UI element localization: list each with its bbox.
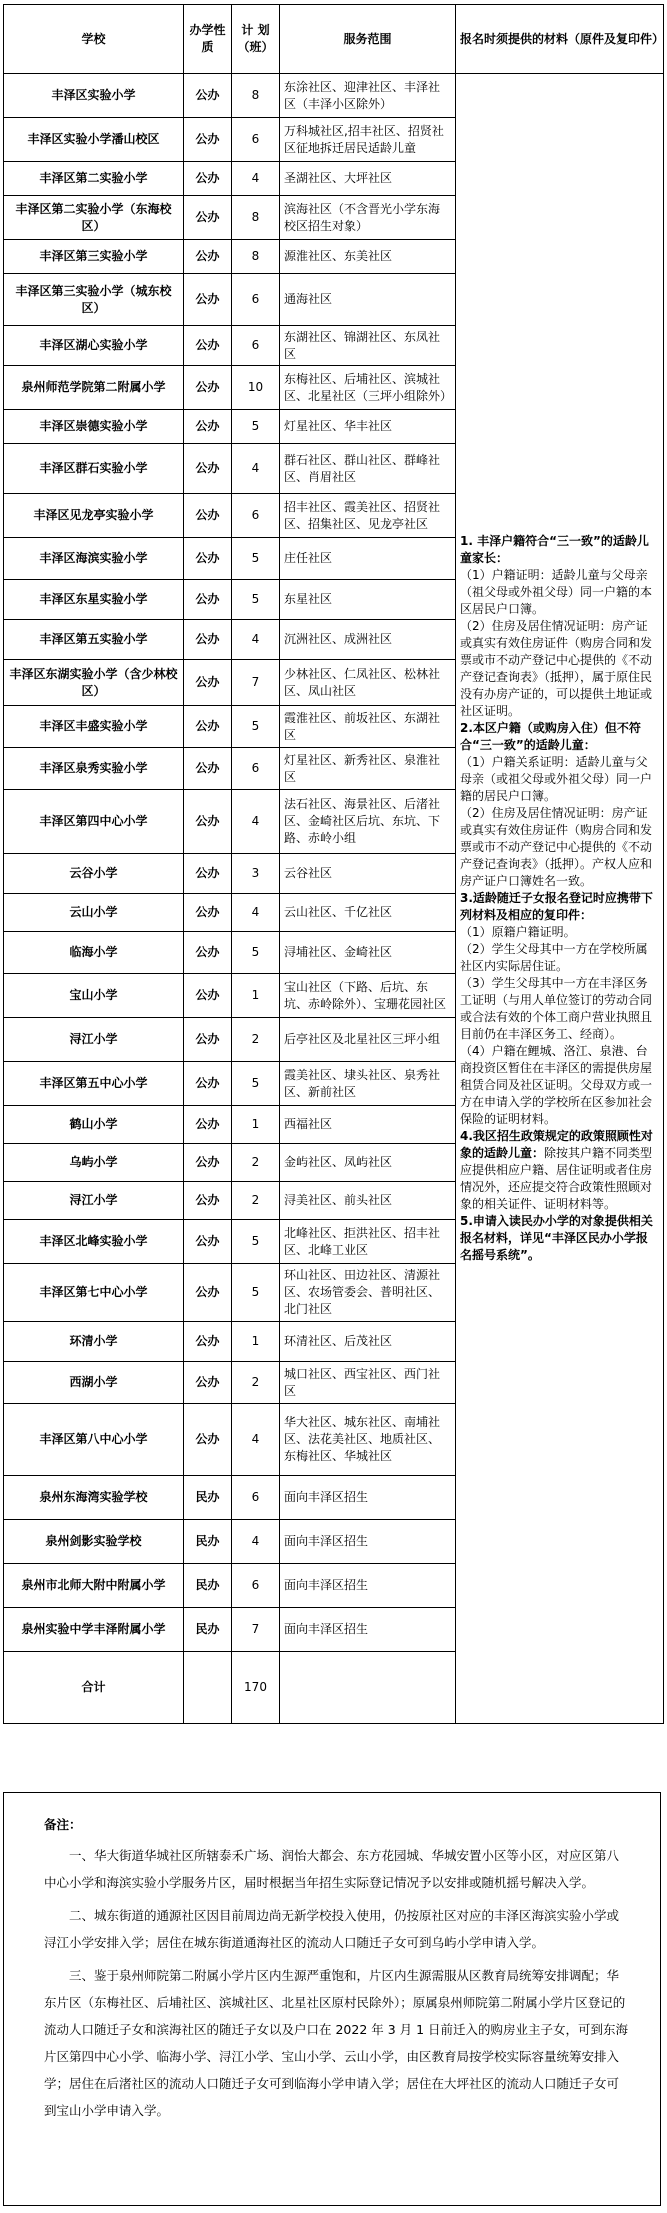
material-text: （3）学生父母其中一方在丰泽区务工证明（与用人单位签订的劳动合同或合法有效的个体工商户营业执照且目前仍在丰泽区务工、经商）。 [460, 976, 653, 1041]
school-nature: 公办 [184, 1322, 232, 1362]
class-count: 5 [232, 410, 280, 444]
school-nature: 公办 [184, 1182, 232, 1220]
service-area: 面向丰泽区招生 [280, 1608, 456, 1652]
material-text: （2）住房及居住情况证明：房产证或真实有效住房证件（购房合同和发票或市不动产登记中心提供的《不动产登记查询表》（抵押）。产权人应和房产证户口簿姓名一致。 [460, 806, 653, 888]
service-area: 少林社区、仁凤社区、松林社区、凤山社区 [280, 660, 456, 706]
service-area: 源淮社区、东美社区 [280, 240, 456, 274]
school-name: 浔江小学 [4, 1182, 184, 1220]
school-nature: 公办 [184, 790, 232, 854]
school-name: 丰泽区第七中心小学 [4, 1264, 184, 1322]
school-name: 泉州剑影实验学校 [4, 1520, 184, 1564]
school-name: 乌屿小学 [4, 1144, 184, 1182]
class-count: 5 [232, 1062, 280, 1106]
school-nature: 公办 [184, 444, 232, 494]
service-area: 法石社区、海景社区、后渚社区、金崎社区后坑、东坑、下路、赤岭小组 [280, 790, 456, 854]
class-count: 6 [232, 1564, 280, 1608]
school-nature: 公办 [184, 538, 232, 580]
school-nature: 公办 [184, 748, 232, 790]
material-item [460, 805, 659, 890]
service-area: 西福社区 [280, 1106, 456, 1144]
school-nature: 公办 [184, 580, 232, 620]
school-nature: 公办 [184, 1106, 232, 1144]
header-materials: 报名时须提供的材料（原件及复印件） [456, 5, 664, 74]
class-count: 6 [232, 274, 280, 326]
service-area: 沉洲社区、成洲社区 [280, 620, 456, 660]
service-area: 霞美社区、埭头社区、泉秀社区、新前社区 [280, 1062, 456, 1106]
class-count: 4 [232, 790, 280, 854]
enrollment-table [3, 4, 664, 1724]
header-nature: 办学性质 [184, 5, 232, 74]
note-item: 一、华大街道华城社区所辖泰禾广场、润怡大都会、东方花园城、华城安置小区等小区，对应区第八中心小学和海滨实验小学服务片区，届时根据当年招生实际登记情况予以安排或随机摇号解决入学。 [44, 1848, 620, 1890]
school-nature: 公办 [184, 366, 232, 410]
table-header-row [4, 5, 664, 74]
header-area: 服务范围 [280, 5, 456, 74]
school-name: 丰泽区第五中心小学 [4, 1062, 184, 1106]
school-name: 丰泽区泉秀实验小学 [4, 748, 184, 790]
school-nature: 公办 [184, 1362, 232, 1404]
school-nature: 公办 [184, 1018, 232, 1062]
class-count: 7 [232, 1608, 280, 1652]
school-nature: 公办 [184, 162, 232, 196]
school-nature: 公办 [184, 410, 232, 444]
material-heading: 2.本区户籍（或购房入住）但不符合“三一致”的适龄儿童： [460, 721, 641, 752]
material-item [460, 1213, 659, 1264]
school-name: 丰泽区实验小学潘山校区 [4, 118, 184, 162]
school-name: 泉州师范学院第二附属小学 [4, 366, 184, 410]
service-area: 华大社区、城东社区、南埔社区、法花美社区、地质社区、东梅社区、华城社区 [280, 1404, 456, 1476]
total-area [280, 1652, 456, 1724]
material-text: （4）户籍在鲤城、洛江、泉港、台商投资区暂住在丰泽区的需提供房屋租赁合同及社区证明。父母双方或一方在申请入学的学校所在区参加社会保险的证明材料。 [460, 1044, 653, 1126]
material-item [460, 567, 659, 618]
material-item [460, 754, 659, 805]
school-name: 丰泽区见龙亭实验小学 [4, 494, 184, 538]
class-count: 2 [232, 1018, 280, 1062]
service-area: 浔埔社区、金崎社区 [280, 932, 456, 974]
service-area: 滨海社区（不含晋光小学东海校区招生对象） [280, 196, 456, 240]
school-nature: 公办 [184, 274, 232, 326]
material-item [460, 533, 659, 567]
class-count: 6 [232, 326, 280, 366]
materials-cell [456, 74, 664, 1724]
material-item [460, 890, 659, 924]
service-area: 面向丰泽区招生 [280, 1564, 456, 1608]
class-count: 6 [232, 1476, 280, 1520]
class-count: 2 [232, 1182, 280, 1220]
school-nature: 公办 [184, 1062, 232, 1106]
school-nature: 公办 [184, 1404, 232, 1476]
material-text: （1）户籍证明：适龄儿童与父母亲（祖父母或外祖父母）同一户籍的本区居民户口簿。 [460, 568, 653, 616]
service-area: 宝山社区（下路、后坑、东坑、赤岭除外）、宝珊花园社区 [280, 974, 456, 1018]
class-count: 5 [232, 1220, 280, 1264]
school-nature: 公办 [184, 706, 232, 748]
school-name: 泉州市北师大附中附属小学 [4, 1564, 184, 1608]
school-name: 丰泽区第三实验小学 [4, 240, 184, 274]
school-name: 云山小学 [4, 894, 184, 932]
class-count: 6 [232, 748, 280, 790]
total-nature [184, 1652, 232, 1724]
school-name: 环清小学 [4, 1322, 184, 1362]
class-count: 5 [232, 706, 280, 748]
service-area: 北峰社区、拒洪社区、招丰社区、北峰工业区 [280, 1220, 456, 1264]
class-count: 6 [232, 118, 280, 162]
school-name: 泉州东海湾实验学校 [4, 1476, 184, 1520]
class-count: 4 [232, 1520, 280, 1564]
school-nature: 公办 [184, 196, 232, 240]
material-text: （1）户籍关系证明：适龄儿童与父母亲（或祖父母或外祖父母）同一户籍的居民户口簿。 [460, 755, 653, 803]
school-name: 鹤山小学 [4, 1106, 184, 1144]
class-count: 4 [232, 444, 280, 494]
material-text: （2）住房及居住情况证明：房产证或真实有效住房证件（购房合同和发票或市不动产登记中心提供的《不动产登记查询表》（抵押），属于原住民没有办房产证的，可以提供土地证或社区证明。 [460, 619, 653, 718]
school-name: 丰泽区第二实验小学（东海校区） [4, 196, 184, 240]
class-count: 4 [232, 162, 280, 196]
school-nature: 公办 [184, 1264, 232, 1322]
school-name: 丰泽区第四中心小学 [4, 790, 184, 854]
school-nature: 公办 [184, 494, 232, 538]
material-heading: 3.适龄随迁子女报名登记时应携带下列材料及相应的复印件： [460, 891, 653, 922]
material-item [460, 1043, 659, 1128]
school-nature: 民办 [184, 1476, 232, 1520]
school-nature: 公办 [184, 660, 232, 706]
service-area: 庄任社区 [280, 538, 456, 580]
material-text: （1）原籍户籍证明。 [460, 925, 576, 939]
school-name: 丰泽区东星实验小学 [4, 580, 184, 620]
class-count: 2 [232, 1362, 280, 1404]
class-count: 7 [232, 660, 280, 706]
school-name: 宝山小学 [4, 974, 184, 1018]
service-area: 群石社区、群山社区、群峰社区、肖眉社区 [280, 444, 456, 494]
table-body [4, 74, 664, 1724]
service-area: 灯星社区、华丰社区 [280, 410, 456, 444]
school-name: 浔江小学 [4, 1018, 184, 1062]
school-nature: 民办 [184, 1608, 232, 1652]
class-count: 3 [232, 854, 280, 894]
class-count: 8 [232, 74, 280, 118]
service-area: 后亭社区及北星社区三坪小组 [280, 1018, 456, 1062]
material-heading: 5.申请入读民办小学的对象提供相关报名材料，详见“丰泽区民办小学报名摇号系统”。 [460, 1214, 653, 1262]
class-count: 6 [232, 494, 280, 538]
total-label: 合计 [4, 1652, 184, 1724]
school-nature: 公办 [184, 326, 232, 366]
school-nature: 公办 [184, 74, 232, 118]
class-count: 2 [232, 1144, 280, 1182]
service-area: 城口社区、西宝社区、西门社区 [280, 1362, 456, 1404]
class-count: 1 [232, 1106, 280, 1144]
service-area: 金屿社区、凤屿社区 [280, 1144, 456, 1182]
school-name: 丰泽区群石实验小学 [4, 444, 184, 494]
school-nature: 公办 [184, 620, 232, 660]
service-area: 通海社区 [280, 274, 456, 326]
class-count: 5 [232, 932, 280, 974]
material-text: 除按其户籍不同类型应提供相应户籍、居住证明或者住房情况外，还应提交符合政策性照顾对象的相关证件、证明材料等。 [460, 1146, 653, 1211]
school-nature: 公办 [184, 974, 232, 1018]
class-count: 4 [232, 894, 280, 932]
school-name: 丰泽区第五实验小学 [4, 620, 184, 660]
header-classes: 计 划（班） [232, 5, 280, 74]
class-count: 8 [232, 196, 280, 240]
school-name: 丰泽区北峰实验小学 [4, 1220, 184, 1264]
school-name: 丰泽区第三实验小学（城东校区） [4, 274, 184, 326]
school-name: 丰泽区丰盛实验小学 [4, 706, 184, 748]
service-area: 东湖社区、锦湖社区、东凤社区 [280, 326, 456, 366]
school-name: 丰泽区第二实验小学 [4, 162, 184, 196]
material-item [460, 618, 659, 720]
service-area: 霞淮社区、前坂社区、东湖社区 [280, 706, 456, 748]
service-area: 环山社区、田边社区、清源社区、农场管委会、普明社区、北门社区 [280, 1264, 456, 1322]
service-area: 灯星社区、新秀社区、泉淮社区 [280, 748, 456, 790]
service-area: 浔美社区、前头社区 [280, 1182, 456, 1220]
class-count: 5 [232, 1264, 280, 1322]
school-nature: 公办 [184, 932, 232, 974]
service-area: 东涂社区、迎津社区、丰泽社区（丰泽小区除外） [280, 74, 456, 118]
school-name: 西湖小学 [4, 1362, 184, 1404]
school-name: 丰泽区海滨实验小学 [4, 538, 184, 580]
school-nature: 民办 [184, 1520, 232, 1564]
class-count: 1 [232, 974, 280, 1018]
school-name: 丰泽区实验小学 [4, 74, 184, 118]
material-item [460, 975, 659, 1043]
school-nature: 公办 [184, 1220, 232, 1264]
note-item: 三、鉴于泉州师院第二附属小学片区内生源严重饱和，片区内生源需服从区教育局统筹安排调配；华东片区（东梅社区、后埔社区、滨城社区、北星社区原村民除外）；原属泉州师院第二附属小学片区登记的流动人口随迁子女和滨海社区的随迁子女以及户口在 2022 年 3 月 1 日前迁入的购房业主子女，可到东海片区第四中心小学、临海小学、浔江小学、宝山小学、云山小学，由区教育局按学校实际容量统筹安排入学；居住在后渚社区的流动人口随迁子女可到临海小学申请入学；居住在大坪社区的流动人口随迁子女可到宝山小学申请入学。 [44, 1968, 629, 2118]
notes-section [3, 1792, 661, 2206]
material-item [460, 924, 659, 941]
service-area: 万科城社区,招丰社区、招贤社区征地拆迁居民适龄儿童 [280, 118, 456, 162]
notes-title: 备注： [44, 1817, 82, 1832]
header-school: 学校 [4, 5, 184, 74]
school-name: 云谷小学 [4, 854, 184, 894]
service-area: 圣湖社区、大坪社区 [280, 162, 456, 196]
note-item: 二、城东街道的通源社区因目前周边尚无新学校投入使用，仍按原社区对应的丰泽区海滨实验小学或浔江小学安排入学；居住在城东街道通海社区的流动人口随迁子女可到乌屿小学申请入学。 [44, 1908, 620, 1950]
material-item [460, 720, 659, 754]
service-area: 东梅社区、后埔社区、滨城社区、北星社区（三坪小组除外） [280, 366, 456, 410]
material-heading: 1. 丰泽户籍符合“三一致”的适龄儿童家长： [460, 534, 649, 565]
material-item [460, 941, 659, 975]
school-nature: 公办 [184, 118, 232, 162]
class-count: 5 [232, 580, 280, 620]
service-area: 招丰社区、霞美社区、招贤社区、招集社区、见龙亭社区 [280, 494, 456, 538]
class-count: 4 [232, 1404, 280, 1476]
service-area: 环清社区、后茂社区 [280, 1322, 456, 1362]
class-count: 4 [232, 620, 280, 660]
school-name: 临海小学 [4, 932, 184, 974]
material-text: （2）学生父母其中一方在学校所属社区内实际居住证。 [460, 942, 648, 973]
service-area: 云山社区、千亿社区 [280, 894, 456, 932]
school-name: 丰泽区湖心实验小学 [4, 326, 184, 366]
school-nature: 公办 [184, 894, 232, 932]
class-count: 10 [232, 366, 280, 410]
material-heading: 4.我区招生政策规定的政策照顾性对象的适龄儿童： [460, 1129, 653, 1160]
school-name: 丰泽区第八中心小学 [4, 1404, 184, 1476]
service-area: 面向丰泽区招生 [280, 1520, 456, 1564]
school-nature: 公办 [184, 854, 232, 894]
service-area: 东星社区 [280, 580, 456, 620]
table-row [4, 74, 664, 118]
school-name: 泉州实验中学丰泽附属小学 [4, 1608, 184, 1652]
total-classes: 170 [232, 1652, 280, 1724]
class-count: 8 [232, 240, 280, 274]
school-nature: 民办 [184, 1564, 232, 1608]
class-count: 1 [232, 1322, 280, 1362]
service-area: 面向丰泽区招生 [280, 1476, 456, 1520]
service-area: 云谷社区 [280, 854, 456, 894]
school-nature: 公办 [184, 1144, 232, 1182]
school-name: 丰泽区崇德实验小学 [4, 410, 184, 444]
school-nature: 公办 [184, 240, 232, 274]
school-name: 丰泽区东湖实验小学（含少林校区） [4, 660, 184, 706]
class-count: 5 [232, 538, 280, 580]
material-item [460, 1128, 659, 1213]
